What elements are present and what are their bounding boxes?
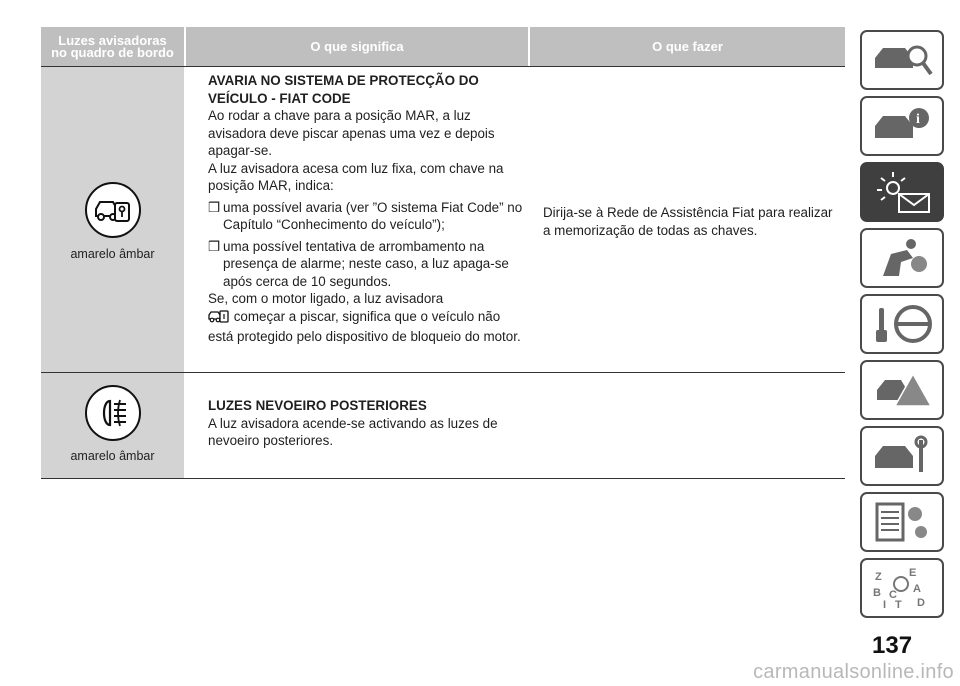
car-info-icon[interactable]: [860, 96, 944, 156]
svg-text:A: A: [913, 583, 921, 595]
checkbox-bullet-icon: ❒: [208, 238, 221, 254]
specs-gears-icon[interactable]: [860, 492, 944, 552]
inline-immobilizer-icon: [208, 308, 230, 329]
warning-light-envelope-icon[interactable]: [860, 162, 944, 222]
key-steering-wheel-icon[interactable]: [860, 294, 944, 354]
svg-text:E: E: [909, 567, 917, 579]
alphabet-index-icon[interactable]: [860, 558, 944, 618]
svg-text:T: T: [895, 599, 902, 610]
lamp-color-caption: amarelo âmbar: [70, 449, 155, 463]
meaning-paragraph: [208, 290, 526, 346]
header-lamps-line1: Luzes avisadoras: [58, 32, 167, 48]
row1-action: Dirija-se à Rede de Assistência Fiat para realizar a memorização de todas as chaves.: [543, 205, 833, 238]
svg-text:I: I: [883, 599, 887, 610]
bullet-text: uma possível avaria (ver ”O sistema Fiat Code” no Capítulo “Conhecimento do veículo”);: [223, 199, 523, 232]
car-warning-triangle-icon[interactable]: [860, 360, 944, 420]
car-magnifier-icon[interactable]: [860, 30, 944, 90]
warning-title: [208, 72, 526, 107]
rear-fog-light-icon: [85, 385, 141, 441]
header-lamps-line2: no quadro de bordo: [51, 44, 174, 60]
lamp-color-caption: amarelo âmbar: [70, 247, 155, 261]
warning-title: LUZES NEVOEIRO POSTERIORES: [208, 398, 427, 413]
svg-text:i: i: [916, 112, 920, 127]
seat-airbag-icon[interactable]: [860, 228, 944, 288]
bullet-item: [208, 199, 526, 234]
table-bottom-rule: [41, 478, 845, 479]
warning-title-line2: VEÍCULO - FIAT CODE: [208, 90, 351, 106]
svg-text:C: C: [889, 589, 897, 601]
bullet-item: [208, 238, 526, 291]
svg-text:Z: Z: [875, 571, 882, 583]
page-number: 137: [872, 632, 913, 659]
svg-text:D: D: [917, 597, 925, 609]
meaning-paragraph: A luz avisadora acende-se activando as luzes de nevoeiro posteriores.: [208, 415, 498, 448]
header-action: O que fazer: [530, 27, 845, 66]
row1-lamp-cell: [41, 67, 184, 372]
row1-meaning: [208, 72, 526, 346]
checkbox-bullet-icon: ❒: [208, 199, 221, 215]
header-lamps: [41, 27, 184, 66]
footer-watermark: carmanualsonline.info: [753, 661, 954, 683]
header-meaning: O que significa: [186, 27, 528, 66]
fiat-code-immobilizer-icon: [85, 182, 141, 238]
meaning-paragraph-end: começar a piscar, significa que o veículo não está protegido pelo dispositivo de bloqueio do motor.: [208, 308, 521, 344]
meaning-paragraph-start: Se, com o motor ligado, a luz avisadora: [208, 291, 444, 306]
car-wrench-icon[interactable]: [860, 426, 944, 486]
warning-title-line1: AVARIA NO SISTEMA DE PROTECÇÃO DO: [208, 73, 479, 88]
meaning-paragraph: Ao rodar a chave para a posição MAR, a luz avisadora deve piscar apenas uma vez e depois apagar-se.: [208, 108, 495, 158]
svg-text:B: B: [873, 587, 881, 599]
bullet-text: uma possível tentativa de arrombamento na presença de alarme; neste caso, a luz apaga-se após cerca de 10 segundos.: [223, 238, 509, 289]
meaning-paragraph: A luz avisadora acesa com luz fixa, com chave na posição MAR, indica:: [208, 160, 504, 193]
row2-meaning: [208, 397, 526, 450]
row2-lamp-cell: [41, 373, 184, 478]
